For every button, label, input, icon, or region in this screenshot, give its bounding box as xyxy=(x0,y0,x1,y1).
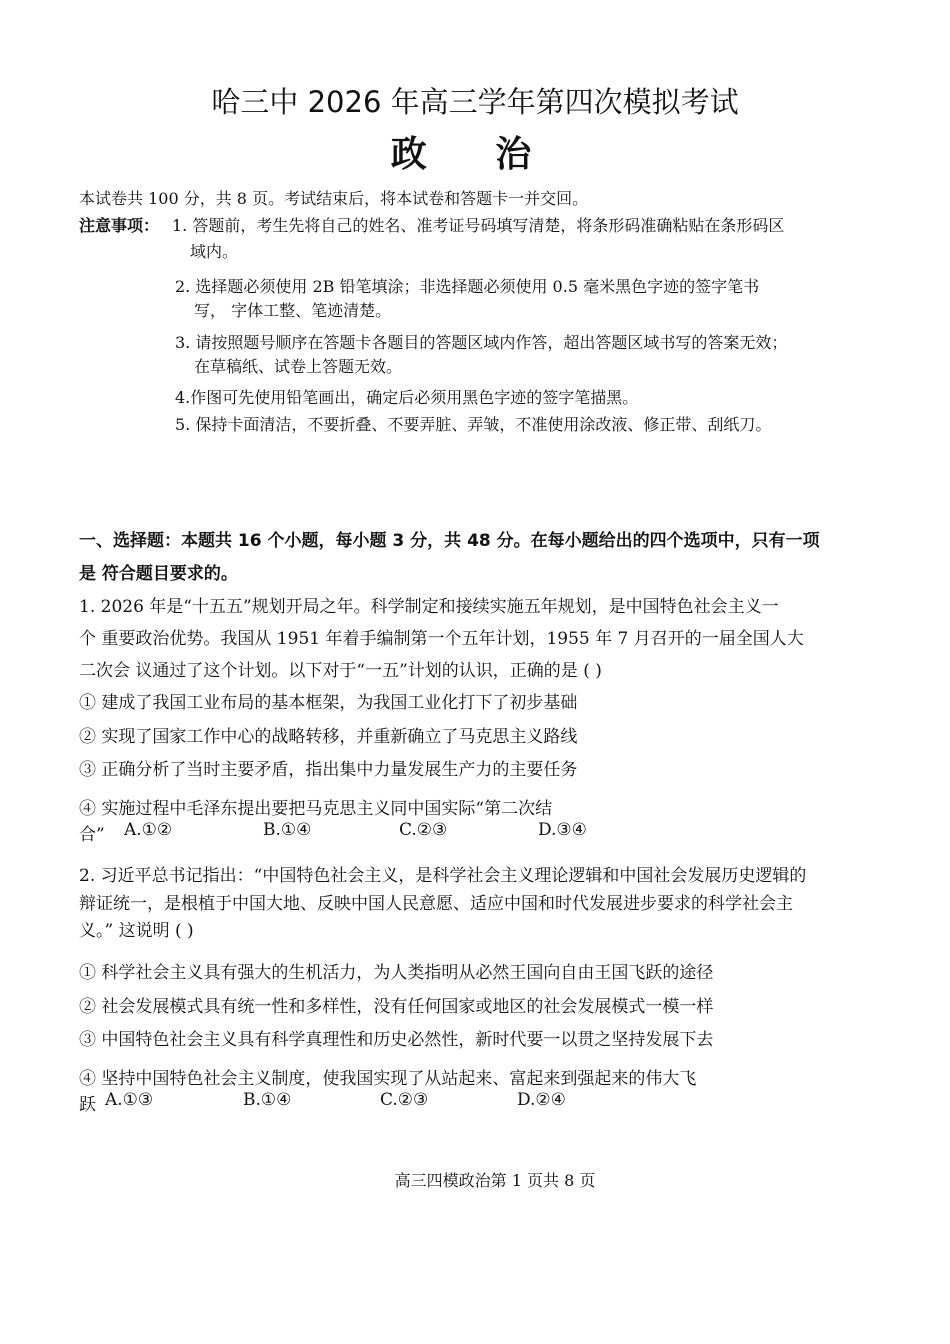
q2-stem-line-2: 辩证统一，是根植于中国大地、反映中国人民意愿、适应中国和时代发展进步要求的科学社会主 xyxy=(79,894,793,914)
section-heading-cont: 是 符合题目要求的。 xyxy=(79,564,238,584)
q1-option-a: A.①② xyxy=(124,820,173,840)
q1-item-2: ② 实现了国家工作中心的战略转移，并重新确立了马克思主义路线 xyxy=(79,727,578,747)
q1-item-1: ① 建成了我国工业布局的基本框架，为我国工业化打下了初步基础 xyxy=(79,693,578,713)
notice-item-1: 1. 答题前，考生先将自己的姓名、准考证号码填写清楚，将条形码准确粘贴在条形码区 xyxy=(172,216,785,235)
notice-label: 注意事项： xyxy=(79,216,160,235)
q1-item-4-cont: 合” xyxy=(79,825,105,845)
q1-item-3: ③ 正确分析了当时主要矛盾，指出集中力量发展生产力的主要任务 xyxy=(79,760,578,780)
q1-stem-line-3: 二次会 议通过了这个计划。以下对于“一五”计划的认识，正确的是 ( ) xyxy=(79,661,602,681)
notice-item-3: 3. 请按照题号顺序在答题卡各题目的答题区域内作答，超出答题区域书写的答案无效； xyxy=(175,333,788,352)
intro-text: 本试卷共 100 分，共 8 页。考试结束后，将本试卷和答题卡一并交回。 xyxy=(79,189,589,208)
q2-option-b: B.①④ xyxy=(243,1090,292,1110)
notice-item-5: 5. 保持卡面清洁，不要折叠、不要弄脏、弄皱，不准使用涂改液、修正带、刮纸刀。 xyxy=(175,415,772,434)
notice-item-2: 2. 选择题必须使用 2B 铅笔填涂；非选择题必须使用 0.5 毫米黑色字迹的签字笔书 xyxy=(175,277,760,296)
q1-stem-line-1: 1. 2026 年是“十五五”规划开局之年。科学制定和接续实施五年规划，是中国特色社会主义一 xyxy=(79,597,779,617)
page-footer: 高三四模政治第 1 页共 8 页 xyxy=(394,1171,596,1190)
exam-title: 哈三中 2026 年高三学年第四次模拟考试 xyxy=(211,85,739,119)
q2-item-1: ① 科学社会主义具有强大的生机活力，为人类指明从必然王国向自由王国飞跃的途径 xyxy=(79,963,714,983)
q2-item-3: ③ 中国特色社会主义具有科学真理性和历史必然性，新时代要一以贯之坚持发展下去 xyxy=(79,1030,714,1050)
q2-options-row xyxy=(79,1090,699,1115)
q1-stem-line-2: 个 重要政治优势。我国从 1951 年着手编制第一个五年计划，1955 年 7 月召开的一届全国人大 xyxy=(79,629,804,649)
q1-option-d: D.③④ xyxy=(538,820,587,840)
q1-option-b: B.①④ xyxy=(263,820,312,840)
q2-item-2: ② 社会发展模式具有统一性和多样性，没有任何国家或地区的社会发展模式一模一样 xyxy=(79,997,714,1017)
q2-option-c: C.②③ xyxy=(380,1090,429,1110)
q2-item-4: ④ 坚持中国特色社会主义制度，使我国实现了从站起来、富起来到强起来的伟大飞 xyxy=(79,1069,697,1089)
q1-item-4: ④ 实施过程中毛泽东提出要把马克思主义同中国实际“第二次结 xyxy=(79,799,553,819)
q2-option-a: A.①③ xyxy=(105,1090,154,1110)
q1-option-c: C.②③ xyxy=(399,820,448,840)
q2-item-4-cont: 跃 xyxy=(79,1095,96,1115)
notice-item-1-cont: 域内。 xyxy=(190,242,239,261)
subject-title: 政 治 xyxy=(390,134,560,175)
notice-item-3-cont: 在草稿纸、试卷上答题无效。 xyxy=(194,357,403,376)
q2-stem-line-1: 2. 习近平总书记指出：“中国特色社会主义，是科学社会主义理论逻辑和中国社会发展历史逻辑的 xyxy=(79,866,807,886)
q2-option-d: D.②④ xyxy=(517,1090,566,1110)
notice-item-2-cont: 写， 字体工整、笔迹清楚。 xyxy=(194,301,392,320)
q2-stem-line-3: 义。” 这说明 ( ) xyxy=(79,921,194,941)
section-heading: 一、选择题：本题共 16 个小题，每小题 3 分，共 48 分。在每小题给出的四个选项中，只有一项 xyxy=(79,531,820,551)
q1-options-row xyxy=(79,820,699,845)
notice-item-4: 4.作图可先使用铅笔画出，确定后必须用黑色字迹的签字笔描黑。 xyxy=(175,388,639,407)
